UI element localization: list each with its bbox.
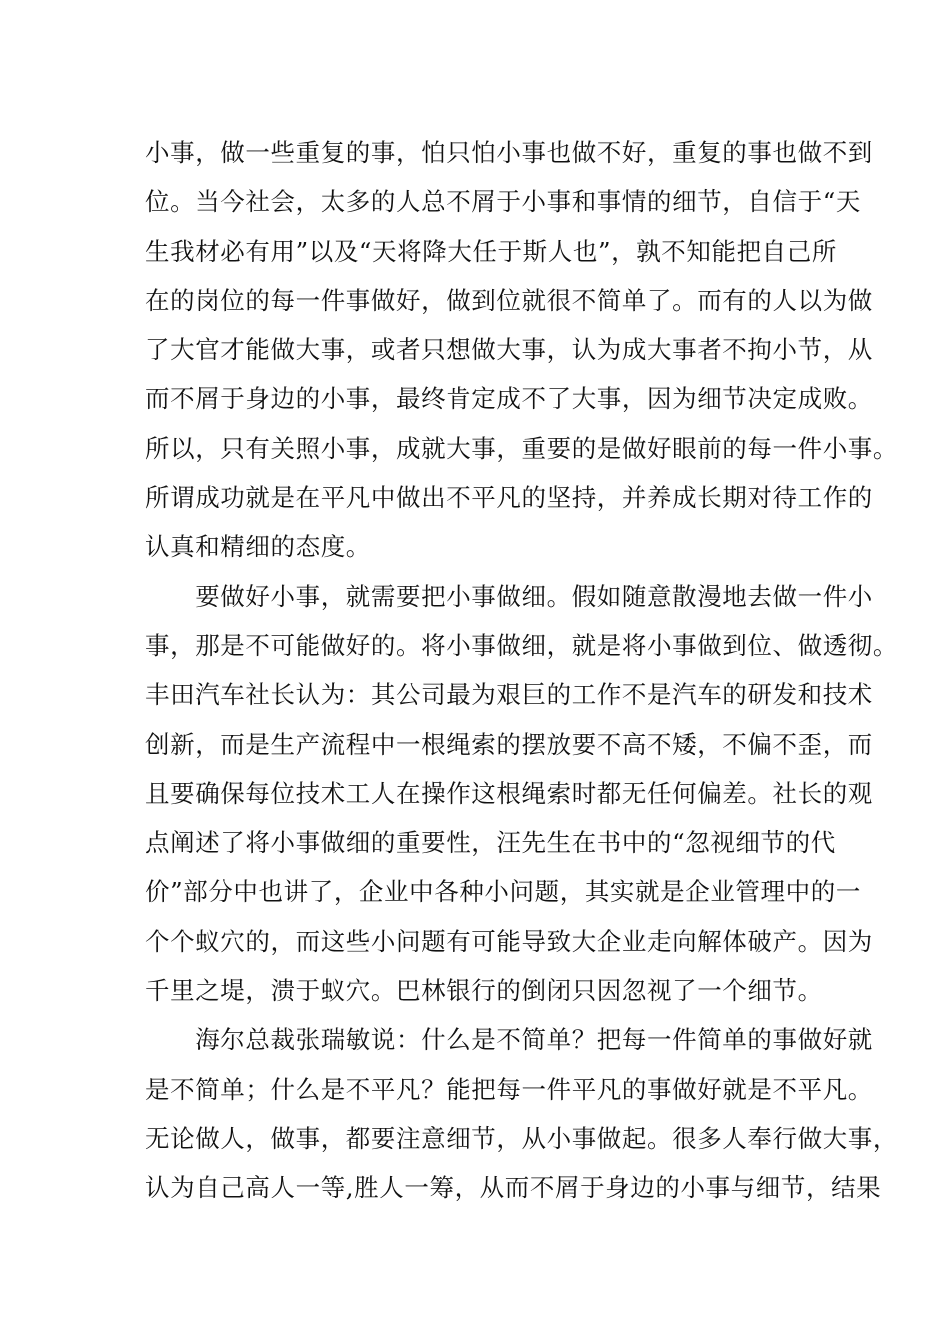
text-line: 要做好小事，就需要把小事做细。假如随意散漫地去做一件小 xyxy=(145,581,873,611)
text-line: 无论做人，做事，都要注意细节，从小事做起。很多人奉行做大事， xyxy=(145,1123,898,1153)
text-line: 丰田汽车社长认为：其公司最为艰巨的工作不是汽车的研发和技术 xyxy=(145,680,873,710)
text-line: 个个蚁穴的，而这些小问题有可能导致大企业走向解体破产。因为 xyxy=(145,926,873,956)
text-line: 生我材必有用”以及“天将降大任于斯人也”，孰不知能把自己所 xyxy=(145,236,837,266)
text-line: 所谓成功就是在平凡中做出不平凡的坚持，并养成长期对待工作的 xyxy=(145,483,873,513)
text-line: 价”部分中也讲了，企业中各种小问题，其实就是企业管理中的一 xyxy=(145,877,861,907)
text-line: 位。当今社会，太多的人总不屑于小事和事情的细节，自信于“天 xyxy=(145,187,861,217)
text-line: 点阐述了将小事做细的重要性，汪先生在书中的“忽视细节的代 xyxy=(145,828,836,858)
text-line: 事，那是不可能做好的。将小事做细，就是将小事做到位、做透彻。 xyxy=(145,630,898,660)
text-line: 所以，只有关照小事，成就大事，重要的是做好眼前的每一件小事。 xyxy=(145,433,898,463)
text-line: 千里之堤，溃于蚁穴。巴林银行的倒闭只因忽视了一个细节。 xyxy=(145,976,823,1006)
text-line: 了大官才能做大事，或者只想做大事，认为成大事者不拘小节，从 xyxy=(145,335,873,365)
body-text xyxy=(145,128,898,1213)
text-line: 而不屑于身边的小事，最终肯定成不了大事，因为细节决定成败。 xyxy=(145,384,873,414)
text-line: 在的岗位的每一件事做好，做到位就很不简单了。而有的人以为做 xyxy=(145,285,873,315)
text-line: 且要确保每位技术工人在操作这根绳索时都无任何偏差。社长的观 xyxy=(145,778,873,808)
text-line: 是不简单；什么是不平凡？能把每一件平凡的事做好就是不平凡。 xyxy=(145,1074,873,1104)
text-line: 认真和精细的态度。 xyxy=(145,532,371,562)
text-line: 创新，而是生产流程中一根绳索的摆放要不高不矮，不偏不歪，而 xyxy=(145,729,873,759)
text-line: 海尔总裁张瑞敏说：什么是不简单？把每一件简单的事做好就 xyxy=(145,1025,873,1055)
text-line: 小事，做一些重复的事，怕只怕小事也做不好，重复的事也做不到 xyxy=(145,138,873,167)
text-line: 认为自己高人一等,胜人一筹，从而不屑于身边的小事与细节，结果 xyxy=(145,1173,882,1203)
